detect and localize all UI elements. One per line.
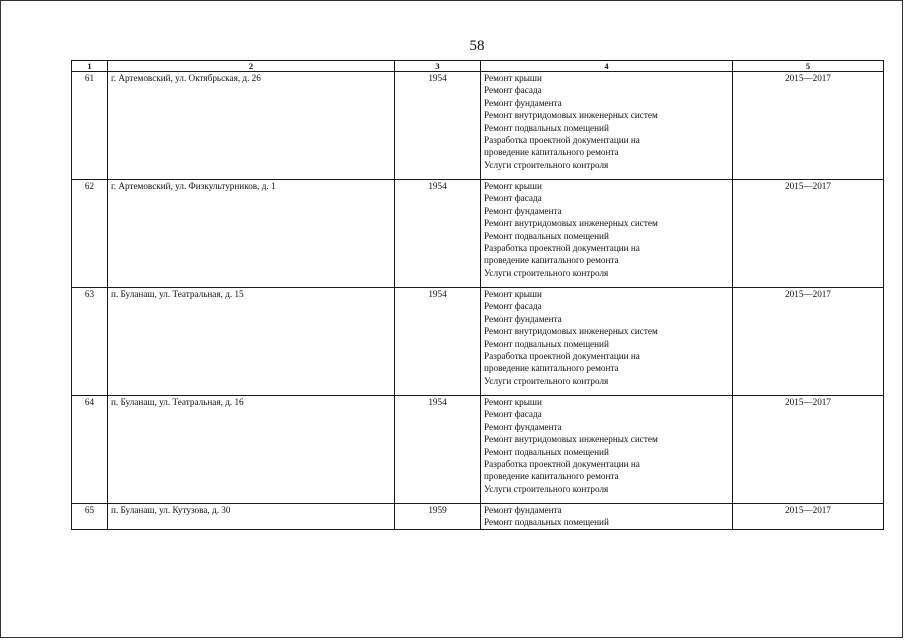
work-item: Ремонт крыши — [484, 289, 542, 299]
table-body — [72, 72, 884, 530]
work-item: Ремонт подвальных помещений — [484, 446, 609, 457]
work-item: Ремонт крыши — [484, 181, 542, 191]
row-works — [481, 180, 733, 288]
row-year: 1959 — [395, 504, 481, 530]
work-item: Разработка проектной документации на — [484, 459, 640, 470]
row-period: 2015—2017 — [733, 180, 884, 288]
row-year: 1954 — [395, 72, 481, 180]
row-works — [481, 504, 733, 530]
row-address: п. Буланаш, ул. Кутузова, д. 30 — [108, 504, 395, 530]
row-works — [481, 288, 733, 396]
row-period: 2015—2017 — [733, 72, 884, 180]
work-item: Ремонт подвальных помещений — [484, 230, 609, 241]
table-row — [72, 288, 884, 396]
row-address: п. Буланаш, ул. Театральная, д. 15 — [108, 288, 395, 396]
work-item: Ремонт фундамента — [484, 421, 562, 432]
work-item: Ремонт фундамента — [484, 313, 562, 324]
header-cell-2: 2 — [108, 61, 395, 72]
row-number: 65 — [72, 504, 108, 530]
table-header — [72, 61, 884, 72]
table-row — [72, 72, 884, 180]
work-item: Ремонт фасада — [484, 409, 542, 420]
work-item: Услуги строительного контроля — [484, 159, 609, 170]
header-cell-5: 5 — [733, 61, 884, 72]
capital-repair-table — [71, 60, 884, 530]
work-item: Услуги строительного контроля — [484, 375, 609, 386]
work-item: Ремонт внутридомовых инженерных систем — [484, 218, 658, 229]
work-item: проведение капитального ремонта — [484, 363, 619, 374]
row-number: 63 — [72, 288, 108, 396]
table-row — [72, 180, 884, 288]
work-item: проведение капитального ремонта — [484, 147, 619, 158]
row-number: 62 — [72, 180, 108, 288]
header-cell-4: 4 — [481, 61, 733, 72]
row-year: 1954 — [395, 288, 481, 396]
work-item: Ремонт подвальных помещений — [484, 338, 609, 349]
row-year: 1954 — [395, 396, 481, 504]
row-number: 61 — [72, 72, 108, 180]
row-period: 2015—2017 — [733, 288, 884, 396]
work-item: Ремонт фасада — [484, 193, 542, 204]
row-address: п. Буланаш, ул. Театральная, д. 16 — [108, 396, 395, 504]
work-item: Ремонт подвальных помещений — [484, 517, 609, 528]
work-item: Ремонт внутридомовых инженерных систем — [484, 326, 658, 337]
work-item: Услуги строительного контроля — [484, 267, 609, 278]
header-row — [72, 61, 884, 72]
work-item: проведение капитального ремонта — [484, 471, 619, 482]
work-item: Разработка проектной документации на — [484, 135, 640, 146]
row-works — [481, 396, 733, 504]
work-item: Ремонт крыши — [484, 397, 542, 407]
work-item: Ремонт подвальных помещений — [484, 122, 609, 133]
work-item: Ремонт крыши — [484, 73, 542, 83]
row-address: г. Артемовский, ул. Физкультурников, д. 1 — [108, 180, 395, 288]
row-number: 64 — [72, 396, 108, 504]
header-cell-3: 3 — [395, 61, 481, 72]
row-period: 2015—2017 — [733, 396, 884, 504]
work-item: Ремонт внутридомовых инженерных систем — [484, 110, 658, 121]
work-item: проведение капитального ремонта — [484, 255, 619, 266]
work-item: Разработка проектной документации на — [484, 243, 640, 254]
work-item: Ремонт фасада — [484, 85, 542, 96]
page-number: 58 — [469, 38, 485, 54]
table-row — [72, 396, 884, 504]
work-item: Разработка проектной документации на — [484, 351, 640, 362]
table-row — [72, 504, 884, 530]
row-works — [481, 72, 733, 180]
row-year: 1954 — [395, 180, 481, 288]
work-item: Ремонт фундамента — [484, 205, 562, 216]
work-item: Ремонт фундамента — [484, 97, 562, 108]
header-cell-1: 1 — [72, 61, 108, 72]
row-period: 2015—2017 — [733, 504, 884, 530]
work-item: Услуги строительного контроля — [484, 483, 609, 494]
row-address: г. Артемовский, ул. Октябрьская, д. 26 — [108, 72, 395, 180]
work-item: Ремонт фасада — [484, 301, 542, 312]
work-item: Ремонт внутридомовых инженерных систем — [484, 434, 658, 445]
work-item: Ремонт фундамента — [484, 505, 562, 515]
